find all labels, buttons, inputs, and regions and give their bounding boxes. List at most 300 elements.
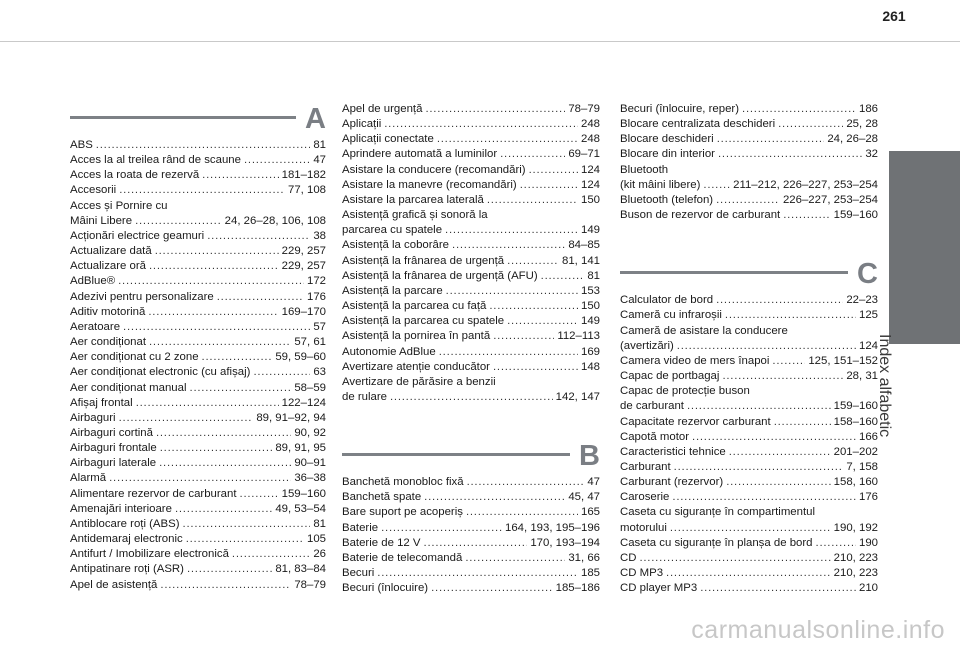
entry-label: Airbaguri laterale (70, 457, 157, 470)
index-entry (620, 324, 878, 354)
entry-label: Asistare la conducere (recomandări) (342, 163, 526, 176)
entry-row (342, 178, 600, 193)
index-column-2 (342, 102, 600, 596)
entry-row (342, 490, 600, 505)
entry-label: Carburant (rezervor) (620, 476, 724, 489)
entry-page-numbers: 90–91 (294, 457, 326, 470)
entry-page-numbers: 169–170 (281, 305, 326, 318)
index-entry (620, 415, 878, 430)
entry-page-numbers: 148 (580, 360, 600, 373)
dot-leader (149, 335, 291, 350)
dot-leader (159, 456, 291, 471)
index-entry (342, 490, 600, 505)
index-entry (70, 350, 326, 365)
entry-page-numbers: 49, 53–54 (275, 502, 326, 515)
entry-page-numbers: 166 (858, 430, 878, 443)
entry-row (342, 163, 600, 178)
entry-page-numbers: 248 (580, 133, 600, 146)
index-entry (620, 536, 878, 551)
entry-row (620, 339, 878, 354)
entry-row (70, 562, 326, 577)
dot-leader (452, 238, 565, 253)
entry-row (620, 354, 878, 369)
entry-row (342, 360, 600, 375)
dot-leader (437, 132, 578, 147)
entry-page-numbers: 153 (580, 284, 600, 297)
dot-leader (520, 178, 578, 193)
entry-label: Caracteristici tehnice (620, 445, 726, 458)
entry-page-numbers: 248 (580, 118, 600, 131)
index-entry (342, 505, 600, 520)
dot-leader (493, 360, 578, 375)
index-entry (342, 329, 600, 344)
dot-leader (119, 411, 254, 426)
side-tab (889, 151, 960, 344)
entry-row (342, 551, 600, 566)
entry-page-numbers: 24, 26–28, 106, 108 (224, 214, 326, 227)
index-entry (342, 284, 600, 299)
dot-leader (446, 284, 578, 299)
section-entries (342, 475, 600, 596)
index-section (342, 102, 600, 405)
dot-leader (729, 445, 831, 460)
entry-row (70, 502, 326, 517)
entry-page-numbers: 59, 59–60 (275, 351, 326, 364)
entry-label: Adezivi pentru personalizare (70, 290, 214, 303)
dot-leader (700, 581, 856, 596)
entry-label: Actualizare oră (70, 260, 146, 273)
dot-leader (217, 290, 304, 305)
entry-page-numbers: 90, 92 (294, 426, 326, 439)
index-entry (342, 132, 600, 147)
index-entry (620, 369, 878, 384)
dot-leader (692, 430, 856, 445)
entry-page-numbers: 112–113 (557, 330, 600, 343)
entry-label: Bare suport pe acoperiș (342, 506, 463, 519)
dot-leader (716, 293, 843, 308)
dot-leader (253, 365, 310, 380)
index-entry (70, 502, 326, 517)
entry-page-numbers: 170, 193–194 (530, 536, 600, 549)
entry-row (620, 132, 878, 147)
index-entry (70, 456, 326, 471)
entry-row (70, 183, 326, 198)
entry-row (70, 578, 326, 593)
entry-label: Airbaguri frontale (70, 442, 157, 455)
entry-label: Asistență la frânarea de urgență (342, 254, 505, 267)
entry-page-numbers: 169 (580, 345, 600, 358)
entry-row (342, 223, 600, 238)
entry-row (342, 345, 600, 360)
entry-row (70, 441, 326, 456)
entry-page-numbers: 122–124 (281, 396, 326, 409)
section-header (342, 439, 600, 471)
index-entry (342, 254, 600, 269)
entry-label: Afișaj frontal (70, 396, 133, 409)
index-entry (620, 102, 878, 117)
index-entry (342, 581, 600, 596)
dot-leader (445, 223, 578, 238)
entry-page-numbers: 211–212, 226–227, 253–254 (733, 178, 878, 191)
dot-leader (202, 168, 278, 183)
entry-row (70, 290, 326, 305)
entry-label: Acces la al treilea rând de scaune (70, 154, 241, 167)
entry-row (620, 102, 878, 117)
entry-label: Aeratoare (70, 320, 121, 333)
entry-row (70, 153, 326, 168)
dot-leader (465, 551, 565, 566)
entry-row (620, 293, 878, 308)
index-section (70, 102, 326, 593)
entry-label: Banchetă monobloc fixă (342, 476, 464, 489)
entry-row (620, 117, 878, 132)
entry-row (620, 521, 878, 536)
dot-leader (160, 441, 273, 456)
dot-leader (493, 329, 554, 344)
section-entries (342, 102, 600, 405)
entry-page-numbers: 38 (313, 229, 326, 242)
dot-leader (424, 490, 565, 505)
index-entry (620, 490, 878, 505)
index-entry (342, 178, 600, 193)
entry-page-numbers: 81 (587, 269, 600, 282)
entry-row (70, 487, 326, 502)
entry-label: Asistență la frânarea de urgență (AFU) (342, 269, 538, 282)
dot-leader (156, 426, 291, 441)
entry-page-numbers: 229, 257 (281, 260, 326, 273)
dot-leader (725, 308, 856, 323)
dot-leader (377, 566, 578, 581)
entry-label: Asistență la parcarea cu spatele (342, 315, 505, 328)
index-entry (70, 381, 326, 396)
entry-row (620, 208, 878, 223)
entry-row (70, 244, 326, 259)
entry-page-numbers: 26 (313, 548, 326, 561)
dot-leader (703, 178, 730, 193)
entry-label: Autonomie AdBlue (342, 345, 436, 358)
index-entry (620, 475, 878, 490)
entry-page-numbers: 210 (858, 582, 878, 595)
entry-page-numbers: 84–85 (568, 239, 600, 252)
dot-leader (187, 562, 272, 577)
dot-leader (774, 415, 831, 430)
index-entry (70, 168, 326, 183)
entry-page-numbers: 176 (306, 290, 326, 303)
entry-page-numbers: 78–79 (568, 103, 600, 115)
dot-leader (96, 138, 311, 153)
entry-label: Antiblocare roți (ABS) (70, 517, 180, 530)
entry-page-numbers: 149 (580, 224, 600, 237)
dot-leader (183, 517, 311, 532)
entry-row (620, 551, 878, 566)
index-entry (620, 193, 878, 208)
entry-row (70, 381, 326, 396)
index-entry (620, 445, 878, 460)
entry-row (70, 259, 326, 274)
index-entry (70, 396, 326, 411)
index-entry (620, 117, 878, 132)
entry-row (620, 566, 878, 581)
entry-row (70, 471, 326, 486)
section-entries (620, 102, 878, 223)
dot-leader (717, 132, 825, 147)
entry-page-numbers: 81, 83–84 (275, 563, 326, 576)
entry-row (620, 445, 878, 460)
index-entry (620, 460, 878, 475)
entry-label: Caroserie (620, 491, 670, 504)
entry-label: Aer condiționat (70, 336, 146, 349)
entry-label: (avertizări) (620, 339, 674, 352)
dot-leader (119, 183, 285, 198)
entry-row (70, 547, 326, 562)
dot-leader (722, 369, 843, 384)
dot-leader (190, 381, 292, 396)
dot-leader (148, 305, 278, 320)
section-letter: A (305, 103, 326, 135)
index-entry (70, 244, 326, 259)
entry-page-numbers: 229, 257 (281, 245, 326, 258)
entry-page-numbers: 57 (313, 320, 326, 333)
entry-row (342, 269, 600, 284)
entry-page-numbers: 201–202 (833, 445, 878, 458)
index-entry (70, 471, 326, 486)
index-entry (342, 238, 600, 253)
entry-row (342, 521, 600, 536)
index-entry (620, 147, 878, 162)
dot-leader (155, 244, 279, 259)
entry-label: Accesorii (70, 184, 117, 197)
entry-label: (kit mâini libere) (620, 178, 701, 191)
dot-leader (202, 350, 273, 365)
index-section (620, 102, 878, 223)
index-entry (620, 308, 878, 323)
entry-label: de rulare (342, 390, 387, 403)
entry-row (70, 350, 326, 365)
entry-page-numbers: 210, 223 (833, 551, 878, 564)
entry-page-numbers: 36–38 (294, 472, 326, 485)
entry-page-numbers: 45, 47 (568, 491, 600, 504)
entry-page-numbers: 25, 28 (846, 118, 878, 131)
index-entry (70, 547, 326, 562)
entry-label: Cameră cu infraroșii (620, 309, 722, 322)
entry-label: Aer condiționat electronic (cu afișaj) (70, 366, 251, 379)
entry-label: Capacitate rezervor carburant (620, 415, 771, 428)
dot-leader (726, 475, 830, 490)
section-rule (70, 116, 296, 119)
entry-page-numbers: 190 (858, 536, 878, 549)
entry-row (620, 415, 878, 430)
index-entry (70, 199, 326, 229)
dot-leader (439, 345, 578, 360)
dot-leader (541, 269, 585, 284)
entry-label: Alarmă (70, 472, 107, 485)
entry-page-numbers: 28, 31 (846, 370, 878, 383)
entry-label: Asistare la parcarea laterală (342, 193, 484, 206)
entry-page-numbers: 159–160 (281, 487, 326, 500)
index-entry (70, 441, 326, 456)
entry-row (620, 399, 878, 414)
entry-label: Antipatinare roți (ASR) (70, 563, 184, 576)
index-entry (70, 487, 326, 502)
dot-leader (672, 490, 856, 505)
entry-label-line: Asistență grafică și sonoră la (342, 209, 488, 222)
header-rule (0, 41, 960, 42)
entry-row (620, 178, 878, 193)
entry-row (70, 396, 326, 411)
index-entry (342, 163, 600, 178)
dot-leader (149, 259, 279, 274)
entry-label: Airbaguri (70, 411, 116, 424)
dot-leader (500, 147, 565, 162)
entry-label: Buson de rezervor de carburant (620, 209, 781, 222)
entry-label: Banchetă spate (342, 491, 422, 504)
entry-page-numbers: 105 (306, 533, 326, 546)
entry-page-numbers: 31, 66 (568, 551, 600, 564)
dot-leader (244, 153, 310, 168)
entry-label-line: Capac de protecție buson (620, 385, 750, 398)
dot-leader (425, 102, 565, 117)
entry-page-numbers: 164, 193, 195–196 (504, 521, 600, 534)
dot-leader (207, 229, 310, 244)
entry-label-line: Cameră de asistare la conducere (620, 324, 788, 337)
entry-row (342, 390, 600, 405)
index-entry (70, 138, 326, 153)
index-entry (342, 299, 600, 314)
entry-label: Apel de asistență (70, 578, 158, 591)
entry-label: Asistare la manevre (recomandări) (342, 178, 517, 191)
index-entry (70, 305, 326, 320)
entry-label: Aplicații (342, 118, 382, 131)
entry-label: de carburant (620, 400, 684, 413)
entry-page-numbers: 142, 147 (555, 390, 600, 403)
entry-row (70, 456, 326, 471)
dot-leader (674, 460, 844, 475)
dot-leader (175, 502, 272, 517)
dot-leader (240, 487, 279, 502)
entry-row (342, 117, 600, 132)
entry-label: Capotă motor (620, 430, 690, 443)
entry-page-numbers: 165 (580, 506, 600, 519)
entry-row (342, 193, 600, 208)
entry-label: Antidemaraj electronic (70, 533, 183, 546)
entry-page-numbers: 159–160 (833, 209, 878, 222)
entry-page-numbers: 210, 223 (833, 567, 878, 580)
entry-label: Aplicații conectate (342, 133, 434, 146)
entry-row (620, 369, 878, 384)
entry-row (70, 214, 326, 229)
entry-row (342, 581, 600, 596)
watermark: carmanualsonline.info (691, 616, 945, 644)
entry-row (70, 305, 326, 320)
entry-label: Asistență la pornirea în pantă (342, 330, 491, 343)
entry-row (620, 193, 878, 208)
dot-leader (677, 339, 856, 354)
entry-label: Aditiv motorină (70, 305, 146, 318)
index-entry (70, 229, 326, 244)
entry-page-numbers: 22–23 (846, 294, 878, 307)
index-entry (70, 183, 326, 198)
entry-label: Apel de urgență (342, 103, 423, 115)
entry-page-numbers: 185 (580, 567, 600, 580)
entry-row (620, 430, 878, 445)
entry-page-numbers: 124 (580, 163, 600, 176)
entry-row (342, 314, 600, 329)
entry-page-numbers: 32 (865, 148, 878, 161)
dot-leader (424, 536, 528, 551)
entry-label: ABS (70, 139, 93, 151)
index-section (620, 257, 878, 596)
dot-leader (466, 505, 578, 520)
entry-label: parcarea cu spatele (342, 224, 443, 237)
dot-leader (670, 521, 831, 536)
entry-label: CD MP3 (620, 567, 664, 580)
index-entry (70, 426, 326, 441)
dot-leader (467, 475, 585, 490)
entry-label: Amenajări interioare (70, 502, 172, 515)
dot-leader (529, 163, 578, 178)
entry-label: Capac de portbagaj (620, 370, 720, 383)
dot-leader (118, 274, 304, 289)
entry-page-numbers: 81, 141 (561, 254, 600, 267)
section-rule (620, 271, 848, 274)
entry-page-numbers: 185–186 (555, 582, 600, 595)
entry-page-numbers: 125 (858, 309, 878, 322)
index-column-1 (70, 102, 326, 593)
entry-row (70, 229, 326, 244)
entry-label: Calculator de bord (620, 294, 714, 307)
entry-row (70, 138, 326, 153)
entry-page-numbers: 150 (580, 193, 600, 206)
entry-page-numbers: 125, 151–152 (808, 354, 878, 367)
index-entry (70, 532, 326, 547)
entry-row (620, 490, 878, 505)
entry-label-line: Avertizare de părăsire a benzii (342, 375, 496, 388)
index-column-3 (620, 102, 878, 596)
index-entry (342, 314, 600, 329)
dot-leader (109, 471, 291, 486)
entry-label: Baterie de telecomandă (342, 551, 463, 564)
entry-page-numbers: 57, 61 (294, 336, 326, 349)
entry-label: AdBlue® (70, 275, 116, 288)
index-entry (342, 269, 600, 284)
dot-leader (384, 117, 578, 132)
entry-label-line: Caseta cu siguranțe în compartimentul (620, 506, 816, 519)
side-tab-label: Index alfabetic (876, 334, 893, 438)
dot-leader (772, 354, 805, 369)
dot-leader (816, 536, 856, 551)
index-entry (70, 562, 326, 577)
index-entry (620, 566, 878, 581)
page-number: 261 (882, 8, 906, 24)
entry-label: Aprindere automată a luminilor (342, 148, 498, 161)
entry-row (342, 505, 600, 520)
entry-row (620, 460, 878, 475)
entry-row (620, 308, 878, 323)
entry-row (342, 284, 600, 299)
index-entry (620, 293, 878, 308)
entry-page-numbers: 47 (313, 154, 326, 167)
index-entry (620, 163, 878, 193)
entry-page-numbers: 158–160 (833, 415, 878, 428)
entry-row (620, 536, 878, 551)
dot-leader (718, 147, 862, 162)
entry-row (70, 365, 326, 380)
section-entries (70, 138, 326, 593)
entry-page-numbers: 63 (313, 366, 326, 379)
entry-label: Baterie de 12 V (342, 536, 421, 549)
entry-page-numbers: 58–59 (294, 381, 326, 394)
section-header (620, 257, 878, 289)
